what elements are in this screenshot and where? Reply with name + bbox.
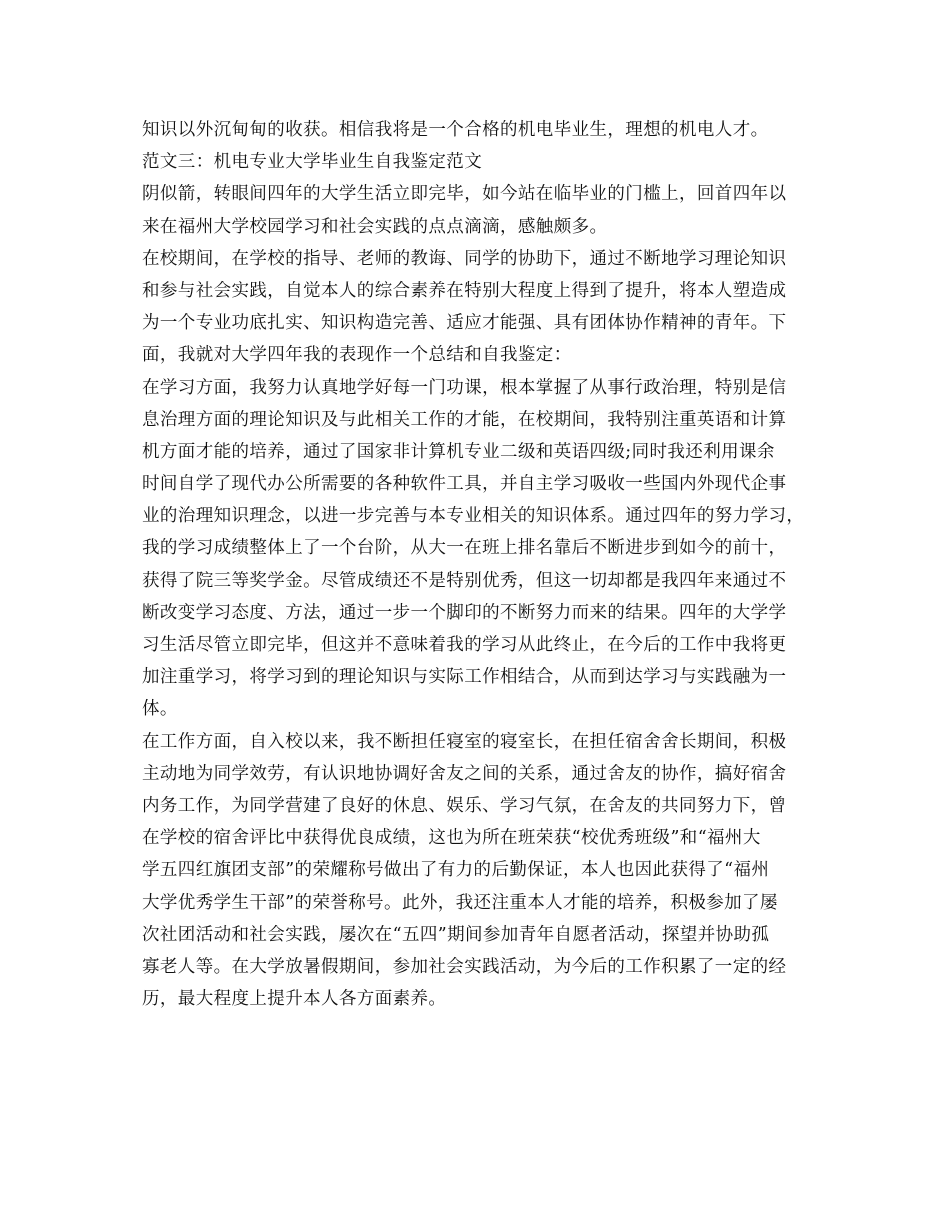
text-line: 断改变学习态度、方法，通过一步一个脚印的不断努力而来的结果。四年的大学学 bbox=[142, 602, 787, 623]
text-line: 我的学习成绩整体上了一个台阶，从大一在班上排名靠后不断进步到如今的前十， bbox=[142, 538, 787, 559]
text-line: 来在福州大学校园学习和社会实践的点点滴滴，感触颇多。 bbox=[142, 216, 608, 237]
text-line: 业的治理知识理念，以进一步完善与本专业相关的知识体系。通过四年的努力学习， bbox=[142, 506, 805, 527]
text-line: 在校期间，在学校的指导、老师的教诲、同学的协助下，通过不断地学习理论知识 bbox=[142, 248, 787, 269]
text-line: 为一个专业功底扎实、知识构造完善、适应才能强、具有团体协作精神的青年。下 bbox=[142, 313, 787, 334]
text-line: 习生活尽管立即完毕，但这并不意味着我的学习从此终止，在今后的工作中我将更 bbox=[142, 635, 787, 655]
document-page bbox=[142, 114, 822, 1015]
text-line: 面，我就对大学四年我的表现作一个总结和自我鉴定： bbox=[142, 345, 572, 366]
text-line: 时间自学了现代办公所需要的各种软件工具，并自主学习吸收一些国内外现代企事 bbox=[142, 474, 787, 495]
text-line: 学五四红旗团支部”的荣耀称号做出了有力的后勤保证，本人也因此获得了“福州 bbox=[142, 860, 770, 881]
text-line: 体。 bbox=[142, 699, 178, 720]
text-line: 大学优秀学生干部”的荣誉称号。此外，我还注重本人才能的培养，积极参加了屡 bbox=[142, 892, 778, 913]
text-line: 获得了院三等奖学金。尽管成绩还不是特别优秀，但这一切却都是我四年来通过不 bbox=[142, 570, 787, 591]
text-line: 知识以外沉甸甸的收获。相信我将是一个合格的机电毕业生，理想的机电人才。 bbox=[142, 120, 769, 140]
text-line: 机方面才能的培养，通过了国家非计算机专业二级和英语四级;同时我还利用课余 bbox=[142, 441, 775, 462]
text-line: 寡老人等。在大学放暑假期间，参加社会实践活动，为今后的工作积累了一定的经 bbox=[142, 956, 787, 977]
text-line: 息治理方面的理论知识及与此相关工作的才能，在校期间，我特别注重英语和计算 bbox=[142, 409, 787, 430]
text-line: 内务工作，为同学营建了良好的休息、娱乐、学习气氛，在舍友的共同努力下，曾 bbox=[142, 795, 787, 816]
text-line: 在学校的宿舍评比中获得优良成绩，这也为所在班荣获“校优秀班级”和“福州大 bbox=[142, 828, 761, 849]
text-line: 加注重学习，将学习到的理论知识与实际工作相结合，从而到达学习与实践融为一 bbox=[142, 667, 787, 688]
text-line: 阴似箭，转眼间四年的大学生活立即完毕，如今站在临毕业的门槛上，回首四年以 bbox=[142, 184, 787, 205]
text-line: 在工作方面，自入校以来，我不断担任寝室的寝室长，在担任宿舍舍长期间，积极 bbox=[142, 731, 787, 752]
document-text-body bbox=[142, 114, 822, 1015]
text-line: 次社团活动和社会实践，屡次在“五四”期间参加青年自愿者活动，探望并协助孤 bbox=[142, 924, 770, 945]
text-line: 主动地为同学效劳，有认识地协调好舍友之间的关系，通过舍友的协作，搞好宿舍 bbox=[142, 763, 787, 784]
text-line: 历，最大程度上提升本人各方面素养。 bbox=[142, 989, 447, 1010]
text-line: 和参与社会实践，自觉本人的综合素养在特别大程度上得到了提升，将本人塑造成 bbox=[142, 280, 787, 301]
text-line: 范文三：机电专业大学毕业生自我鉴定范文 bbox=[142, 152, 483, 173]
text-line: 在学习方面，我努力认真地学好每一门功课，根本掌握了从事行政治理，特别是信 bbox=[142, 377, 787, 398]
